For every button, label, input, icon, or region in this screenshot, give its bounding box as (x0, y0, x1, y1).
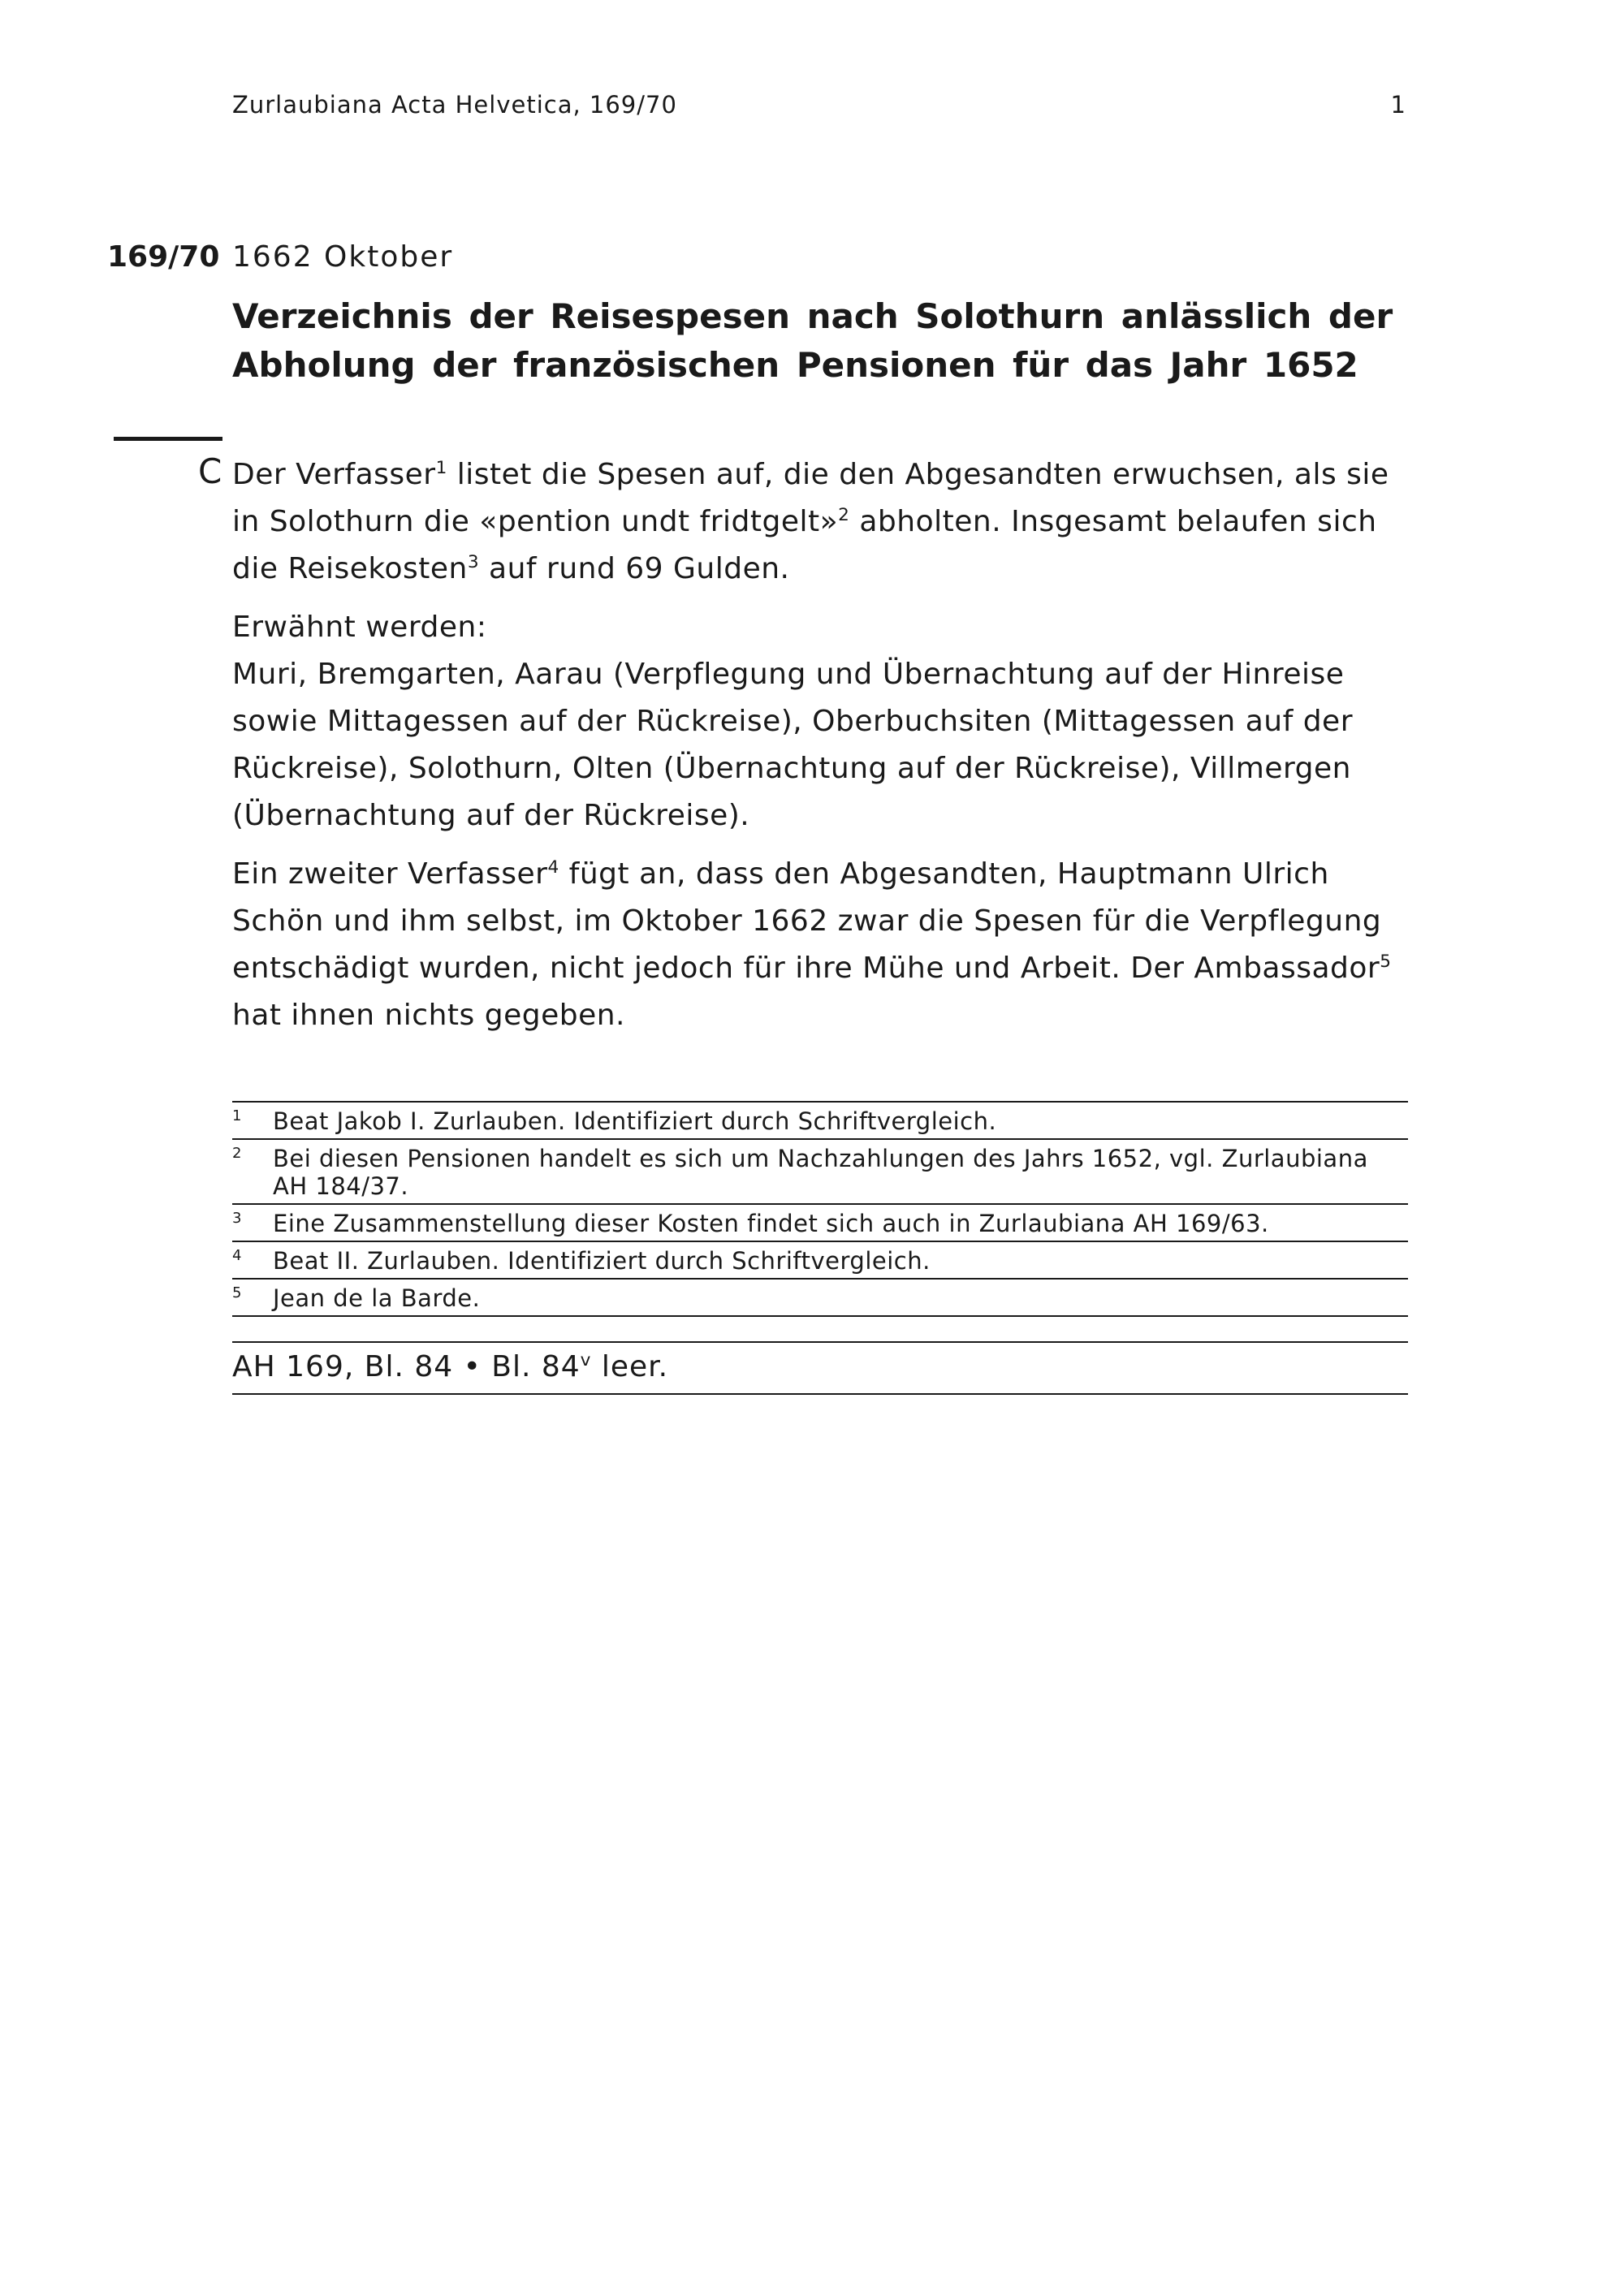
footnote-text: Beat II. Zurlauben. Identifiziert durch Schriftvergleich. (273, 1247, 931, 1275)
summary-paragraph-2 (232, 604, 1418, 839)
footnote (232, 1242, 1408, 1280)
document-title-line-1: Verzeichnis der Reisespesen nach Solothurn anlässlich der (232, 296, 1393, 336)
footnote-number: 1 (232, 1107, 242, 1124)
footnote-ref[interactable]: 3 (467, 552, 480, 572)
summary-text (232, 451, 1418, 1051)
summary-paragraph-3: Ein zweiter Verfasser$^4$ fügt an, dass den Abgesandten, Hauptmann Ulrich Schön und ihm selbst, im Oktober 1662 zwar die Spesen für die Verpflegung entschädigt wurden, nicht jedoch für ihre Mühe und Arbeit. Der Ambassador$^5$ hat ihnen nichts gegeben. (232, 857, 1392, 1032)
source-reference: AH 169, Bl. 84 • Bl. 84$^v$ leer. (232, 1341, 1408, 1395)
document-number: 169/70 (107, 240, 220, 274)
footnote-text: Eine Zusammenstellung dieser Kosten findet sich auch in Zurlaubiana AH 169/63. (273, 1210, 1269, 1237)
footnote-text: Jean de la Barde. (273, 1284, 481, 1312)
footnote-ref[interactable]: 4 (547, 857, 559, 878)
footnote (232, 1140, 1408, 1205)
running-head (232, 91, 1406, 119)
mentioned-label: Erwähnt werden: (232, 611, 487, 644)
footnote (232, 1280, 1408, 1317)
footnote-text: Beat Jakob I. Zurlauben. Identifiziert durch Schriftvergleich. (273, 1107, 997, 1135)
summary-paragraph-1: Der Verfasser$^1$ listet die Spesen auf, die den Abgesandten erwuchsen, als sie in Solothurn die «pention undt fridtgelt»$^2$ abholten. Insgesamt belaufen sich die Reisekosten$^3$ auf rund 69 Gulden. (232, 458, 1389, 585)
footnote (232, 1205, 1408, 1242)
document-title (232, 292, 1410, 390)
page-number: 1 (1390, 91, 1406, 119)
running-head-title: Zurlaubiana Acta Helvetica, 169/70 (232, 91, 677, 119)
document-date: 1662 Oktober (232, 240, 454, 274)
margin-rule (114, 437, 222, 441)
footnote-ref[interactable]: 2 (838, 505, 850, 525)
footnote-number: 2 (232, 1145, 242, 1162)
document-title-line-2: Abholung der französischen Pensionen für das Jahr 1652 (232, 345, 1358, 385)
footnotes (232, 1101, 1408, 1317)
mentioned-places: Muri, Bremgarten, Aarau (Verpflegung und Übernachtung auf der Hinreise sowie Mittagessen auf der Rückreise), Oberbuchsiten (Mittagessen auf der Rückreise), Solothurn, Olten (Übernachtung auf der Rückreise), Villmergen (Übernachtung auf der Rückreise). (232, 658, 1353, 832)
footnote-number: 4 (232, 1247, 242, 1264)
footnote (232, 1103, 1408, 1140)
footnote-number: 3 (232, 1210, 242, 1227)
footnote-text: Bei diesen Pensionen handelt es sich um Nachzahlungen des Jahrs 1652, vgl. Zurlaubiana AH 184/37. (273, 1145, 1368, 1200)
footnote-ref[interactable]: 5 (1380, 952, 1392, 972)
footnote-ref[interactable]: 1 (435, 458, 447, 478)
footnote-number: 5 (232, 1284, 242, 1301)
verso-superscript: v (580, 1350, 592, 1370)
margin-mark: C (198, 451, 222, 491)
